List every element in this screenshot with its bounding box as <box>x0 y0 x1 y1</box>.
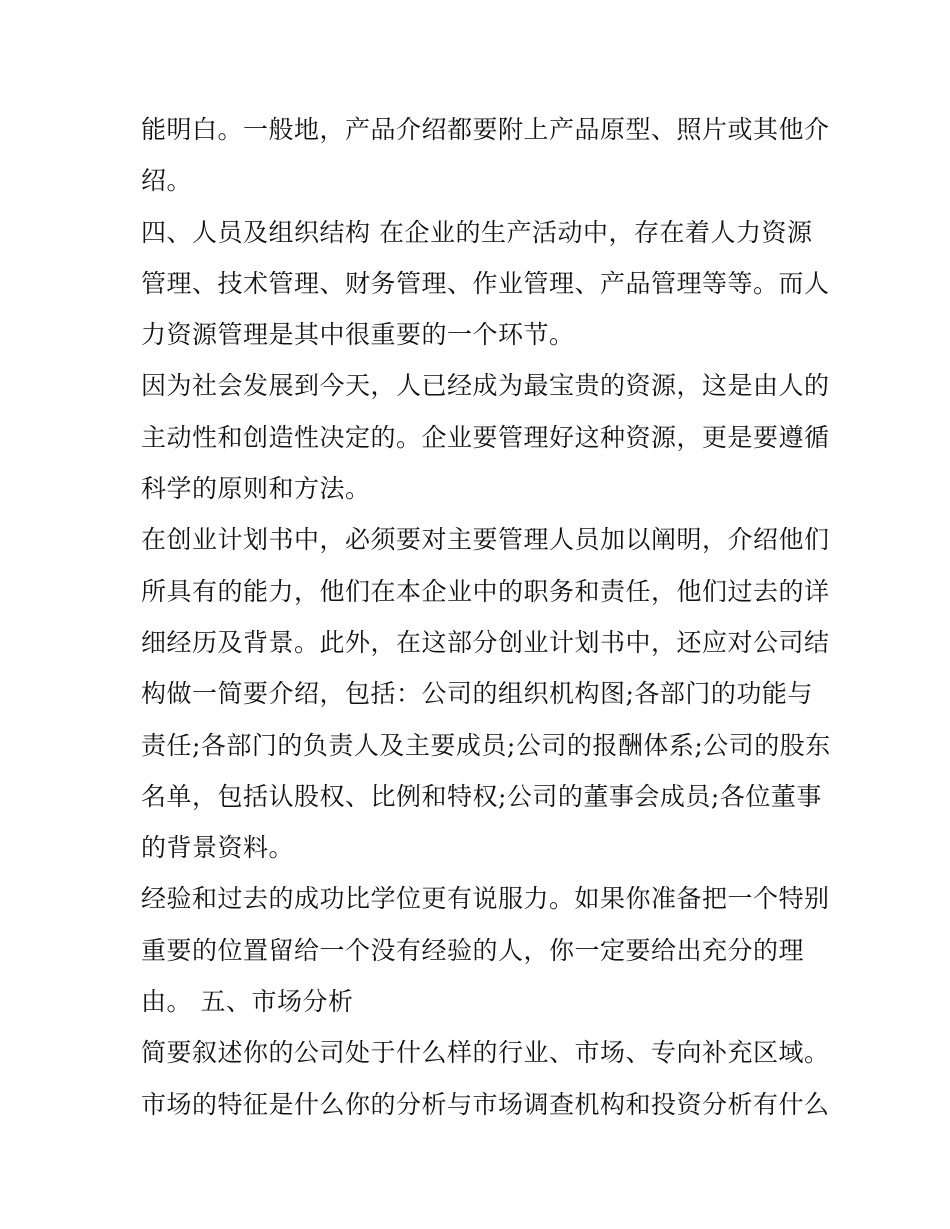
text-line: 的背景资料。 <box>141 833 295 863</box>
text-line: 科学的原则和方法。 <box>141 474 371 504</box>
text-line: 细经历及背景。此外，在这部分创业计划书中，还应对公司结 <box>141 627 830 657</box>
text-line: 力资源管理是其中很重要的一个环节。 <box>141 320 575 350</box>
section-heading-line: 由。 五、市场分析 <box>141 987 354 1017</box>
text-line: 名单，包括认股权、比例和特权;公司的董事会成员;各位董事 <box>141 781 822 811</box>
section-heading-line: 四、人员及组织结构 在企业的生产活动中，存在着人力资源 <box>141 217 813 247</box>
text-line: 重要的位置留给一个没有经验的人，你一定要给出充分的理 <box>141 935 805 965</box>
text-line: 责任;各部门的负责人及主要成员;公司的报酬体系;公司的股东 <box>141 730 831 760</box>
text-line: 所具有的能力，他们在本企业中的职务和责任，他们过去的详 <box>141 576 830 606</box>
text-line: 因为社会发展到今天，人已经成为最宝贵的资源，这是由人的 <box>141 371 830 401</box>
text-line: 在创业计划书中，必须要对主要管理人员加以阐明，介绍他们 <box>141 525 830 555</box>
text-line: 市场的特征是什么你的分析与市场调查机构和投资分析有什么 <box>141 1089 830 1119</box>
text-line: 绍。 <box>141 166 193 196</box>
text-line: 简要叙述你的公司处于什么样的行业、市场、专向补充区域。 <box>141 1038 830 1068</box>
text-line: 构做一简要介绍，包括：公司的组织机构图;各部门的功能与 <box>141 679 813 709</box>
text-line: 管理、技术管理、财务管理、作业管理、产品管理等等。而人 <box>141 268 830 298</box>
text-line: 经验和过去的成功比学位更有说服力。如果你准备把一个特别 <box>141 884 830 914</box>
document-body <box>141 104 831 1130</box>
text-line: 主动性和创造性决定的。企业要管理好这种资源，更是要遵循 <box>141 422 830 452</box>
text-line: 能明白。一般地，产品介绍都要附上产品原型、照片或其他介 <box>141 115 830 144</box>
